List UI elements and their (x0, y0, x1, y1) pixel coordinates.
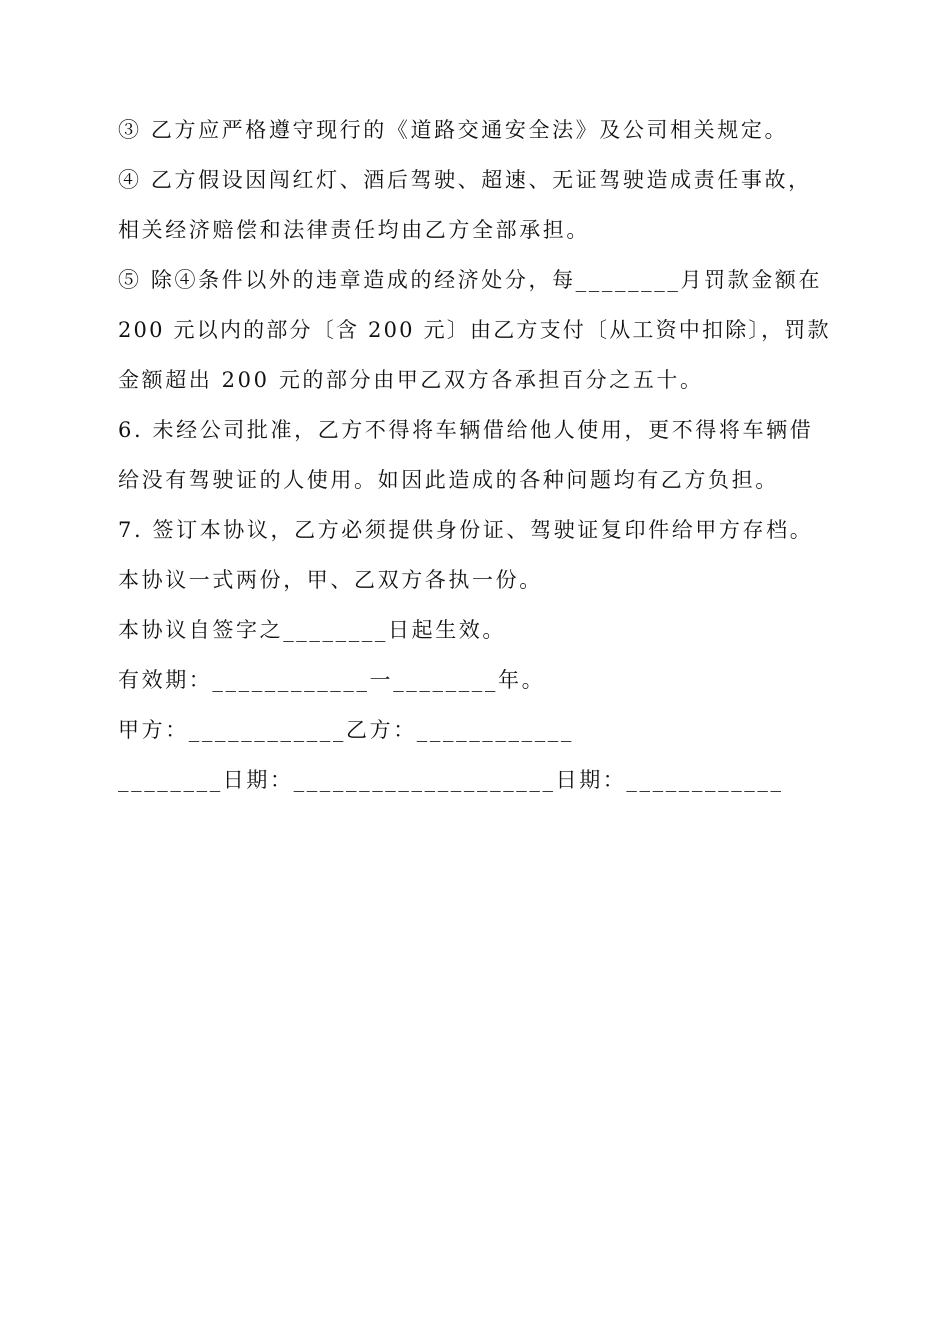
party-signatures: 甲方：____________乙方：____________ (118, 718, 574, 742)
clause-5-line-3: 金额超出 200 元的部分由甲乙双方各承担百分之五十。 (118, 368, 704, 392)
clause-5-line-1: ⑤ 除④条件以外的违章造成的经济处分，每________月罚款金额在 (118, 268, 823, 292)
clause-5-line-2: 200 元以内的部分〔含 200 元〕由乙方支付〔从工资中扣除〕，罚款 (118, 318, 831, 342)
validity-period: 有效期：____________一________年。 (118, 668, 546, 692)
clause-6-line-1: 6. 未经公司批准，乙方不得将车辆借给他人使用，更不得将车辆借 (118, 418, 814, 442)
clause-3: ③ 乙方应严格遵守现行的《道路交通安全法》及公司相关规定。 (118, 118, 789, 142)
signature-dates: ________日期：____________________日期：____________ (118, 768, 784, 792)
effective-date-statement: 本协议自签字之________日起生效。 (118, 618, 506, 642)
clause-4-line-1: ④ 乙方假设因闯红灯、酒后驾驶、超速、无证驾驶造成责任事故， (118, 168, 812, 192)
clause-7: 7. 签订本协议，乙方必须提供身份证、驾驶证复印件给甲方存档。 (118, 518, 814, 542)
document-body (118, 105, 834, 805)
clause-6-line-2: 给没有驾驶证的人使用。如因此造成的各种问题均有乙方负担。 (118, 468, 779, 492)
clause-4-line-2: 相关经济赔偿和法律责任均由乙方全部承担。 (118, 218, 590, 242)
copies-statement: 本协议一式两份，甲、乙双方各执一份。 (118, 568, 543, 592)
